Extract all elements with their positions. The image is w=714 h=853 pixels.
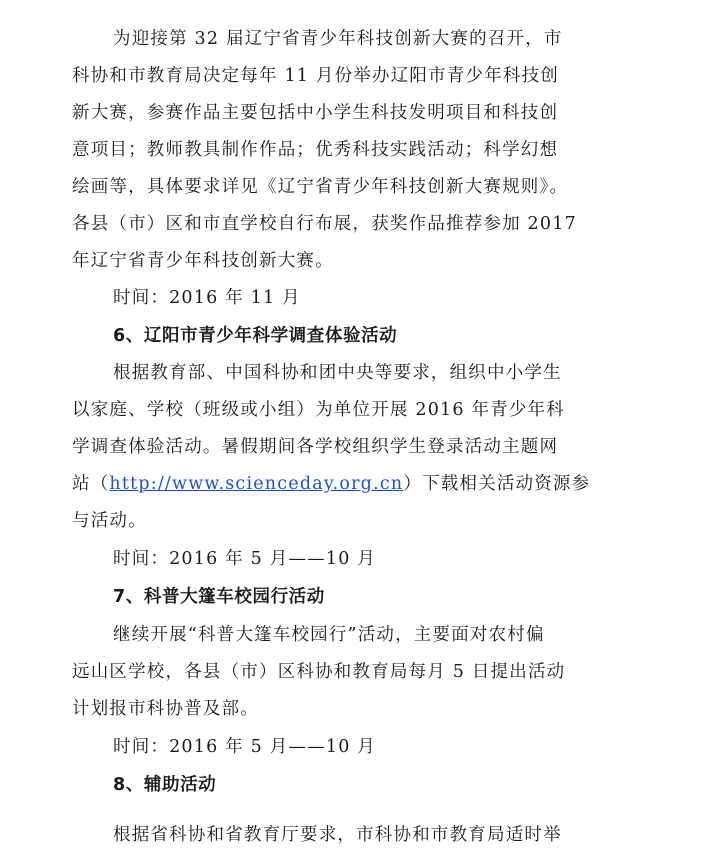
paragraph-line: 意项目；教师教具制作作品；优秀科技实践活动；科学幻想 [72, 140, 559, 160]
paragraph-line: 学调查体验活动。暑假期间各学校组织学生登录活动主题网 [72, 437, 559, 457]
paragraph-line: 根据省科协和省教育厅要求，市科协和市教育局适时举 [113, 825, 562, 845]
section-heading: 6、辽阳市青少年科学调查体验活动 [113, 326, 398, 346]
paragraph-line: 年辽宁省青少年科技创新大赛。 [72, 251, 334, 271]
paragraph-line: 各县（市）区和市直学校自行布展，获奖作品推荐参加 2017 [72, 214, 577, 234]
paragraph-line: 继续开展“科普大篷车校园行”活动，主要面对农村偏 [113, 625, 545, 645]
paragraph-line: 为迎接第 32 届辽宁省青少年科技创新大赛的召开，市 [113, 29, 563, 49]
paragraph-line: 绘画等，具体要求详见《辽宁省青少年科技创新大赛规则》。 [72, 177, 569, 197]
paragraph-line: 远山区学校，各县（市）区科协和教育局每月 5 日提出活动 [72, 662, 566, 682]
paragraph-line: 以家庭、学校（班级或小组）为单位开展 2016 年青少年科 [72, 400, 565, 420]
time-line: 时间：2016 年 5 月——10 月 [113, 549, 376, 569]
text-fragment: 站（ [72, 474, 110, 494]
paragraph-line: 根据教育部、中国科协和团中央等要求，组织中小学生 [113, 363, 562, 383]
section-heading: 8、辅助活动 [113, 775, 217, 795]
paragraph-line: 科协和市教育局决定每年 11 月份举办辽阳市青少年科技创 [72, 66, 559, 86]
time-line: 时间：2016 年 5 月——10 月 [113, 737, 376, 757]
paragraph-line [72, 473, 590, 495]
time-line: 时间：2016 年 11 月 [113, 288, 301, 308]
paragraph-line: 与活动。 [72, 511, 147, 531]
paragraph-line: 计划报市科协普及部。 [72, 699, 259, 719]
text-fragment: ）下载相关活动资源参 [403, 474, 591, 494]
section-heading: 7、科普大篷车校园行活动 [113, 587, 325, 607]
paragraph-line: 新大赛，参赛作品主要包括中小学生科技发明项目和科技创 [72, 103, 559, 123]
website-link[interactable]: http://www.scienceday.org.cn [109, 474, 404, 494]
